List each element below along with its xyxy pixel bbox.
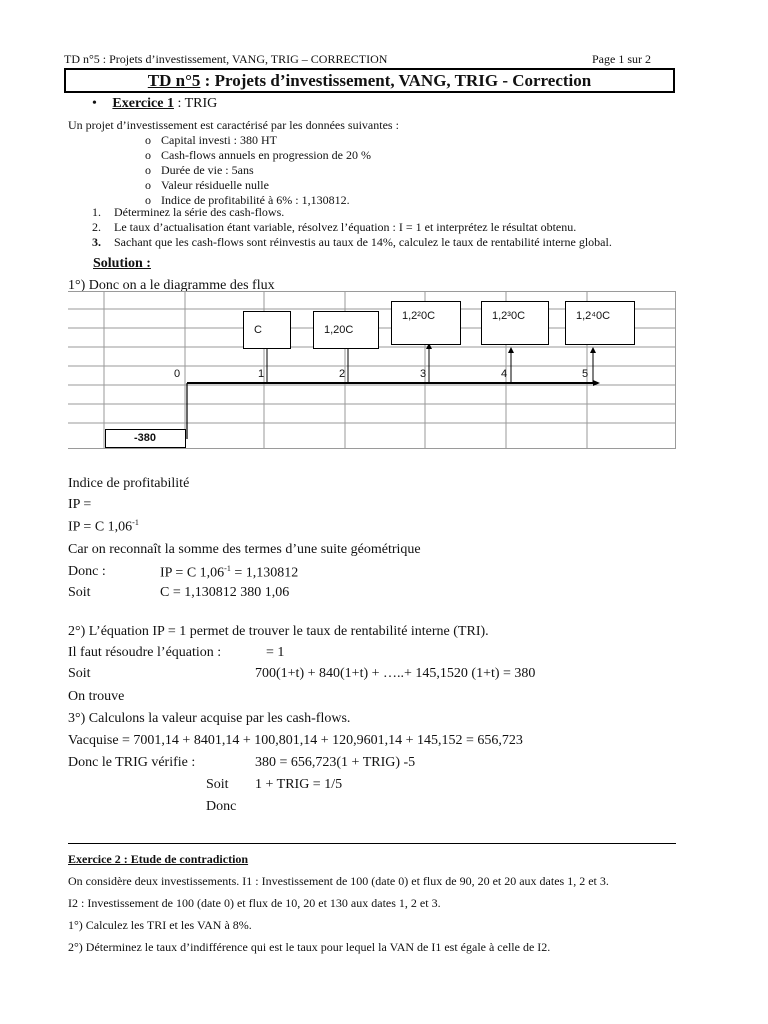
soit2-label: Soit xyxy=(68,666,91,681)
ex2-label: Exercice 2 : Etude de contradiction xyxy=(68,852,249,866)
ex2-q2: 2°) Déterminez le taux d’indifférence qui est le taux pour lequel la VAN de I1 est égale à celle de I2. xyxy=(68,940,551,954)
circle-bullet-icon: o xyxy=(145,163,151,177)
ex1-item xyxy=(145,133,277,148)
ex2-p1: On considère deux investissements. I1 : Investissement de 100 (date 0) et flux de 90, 20 et 20 aux dates 1, 2 et 3. xyxy=(68,874,609,888)
cash-flow-diagram xyxy=(68,291,676,449)
ip2-exp: -1 xyxy=(132,518,139,527)
ex1-item-text: Capital investi : 380 HT xyxy=(161,133,277,147)
flow-box-3: 1,2²0C xyxy=(391,301,461,345)
solution-label: Solution : xyxy=(93,256,151,271)
circle-bullet-icon: o xyxy=(145,148,151,162)
ex1-heading xyxy=(92,96,217,112)
soit-eq: C = 1,130812 380 1,06 xyxy=(160,585,290,600)
title-rest: : Projets d’investissement, VANG, TRIG - Correction xyxy=(200,71,592,90)
circle-bullet-icon: o xyxy=(145,193,151,207)
circle-bullet-icon: o xyxy=(145,133,151,147)
header-right: Page 1 sur 2 xyxy=(592,52,651,66)
ex1-item xyxy=(145,148,371,163)
flow-arrow-head-5 xyxy=(590,347,596,353)
donc-label: Donc : xyxy=(68,564,106,579)
ip-line-1: IP = xyxy=(68,497,92,512)
faut-label: Il faut résoudre l’équation : xyxy=(68,645,222,660)
question-text: Sachant que les cash-flows sont réinvestis au taux de 14%, calculez le taux de rentabilité interne global. xyxy=(114,235,612,249)
donc-eq-text: IP = C 1,06 xyxy=(160,565,225,581)
ip-title: Indice de profitabilité xyxy=(68,476,190,491)
flow-box-1: C xyxy=(243,311,291,349)
trig-eq: 380 = 656,723(1 + TRIG) -5 xyxy=(255,755,416,770)
tick-0: 0 xyxy=(174,368,181,380)
sol-1-text: 1°) Donc on a le diagramme des flux xyxy=(68,278,275,293)
invest-box: -380 xyxy=(105,429,186,448)
circle-bullet-icon: o xyxy=(145,178,151,192)
donc-eq xyxy=(160,564,298,582)
donc2-label: Donc xyxy=(206,799,237,814)
bullet: • xyxy=(92,96,97,111)
sol-3-text: 3°) Calculons la valeur acquise par les cash-flows. xyxy=(68,711,351,726)
soit3-label: Soit xyxy=(206,777,229,792)
faut-eq: = 1 xyxy=(266,645,285,660)
soit2-eq: 700(1+t) + 840(1+t) + …..+ 145,1520 (1+t) = 380 xyxy=(255,666,536,681)
tick-5: 5 xyxy=(582,368,589,380)
donc-exp: -1 xyxy=(224,564,231,573)
ex1-label: Exercice 1 xyxy=(112,96,174,111)
ex1-item-text: Cash-flows annuels en progression de 20 % xyxy=(161,148,371,162)
page-title xyxy=(64,68,675,93)
flow-box-2: 1,20C xyxy=(313,311,379,349)
question-number: 1. xyxy=(92,205,101,219)
tick-1: 1 xyxy=(258,368,265,380)
trig-label: Donc le TRIG vérifie : xyxy=(68,755,196,770)
flow-box-4: 1,2³0C xyxy=(481,301,549,345)
ex1-item-text: Durée de vie : 5ans xyxy=(161,163,254,177)
ex1-item xyxy=(145,178,269,193)
ex1-item-text: Valeur résiduelle nulle xyxy=(161,178,269,192)
ex1-question xyxy=(92,220,576,235)
vacq-eq: Vacquise = 7001,14 + 8401,14 + 100,801,14 + 120,9601,14 + 145,152 = 656,723 xyxy=(68,733,523,748)
question-text: Le taux d’actualisation étant variable, résolvez l’équation : I = 1 et interprétez le résultat obtenu. xyxy=(114,220,577,234)
tick-4: 4 xyxy=(501,368,508,380)
separator-line xyxy=(68,843,676,844)
ip2-text: IP = C 1,06 xyxy=(68,519,133,535)
ex2-q1: 1°) Calculez les TRI et les VAN à 8%. xyxy=(68,918,252,932)
ex1-rest: : TRIG xyxy=(173,96,218,111)
soit3-eq: 1 + TRIG = 1/5 xyxy=(255,777,343,792)
ex1-item-text: Indice de profitabilité à 6% : 1,130812. xyxy=(161,193,350,207)
header-left: TD n°5 : Projets d’investissement, VANG, TRIG – CORRECTION xyxy=(64,52,388,66)
ex1-question xyxy=(92,235,612,250)
flow-arrow-head-4 xyxy=(508,347,514,353)
flow-box-5: 1,2⁴0C xyxy=(565,301,635,345)
ip-line-2 xyxy=(68,518,139,536)
question-number: 3. xyxy=(92,235,101,249)
ex1-intro: Un projet d’investissement est caractérisé par les données suivantes : xyxy=(68,118,399,132)
sol-2-text: 2°) L’équation IP = 1 permet de trouver le taux de rentabilité interne (TRI). xyxy=(68,624,489,639)
ex2-p2: I2 : Investissement de 100 (date 0) et flux de 10, 20 et 130 aux dates 1, 2 et 3. xyxy=(68,896,441,910)
donc-tail: = 1,130812 xyxy=(230,565,299,581)
question-text: Déterminez la série des cash-flows. xyxy=(114,205,285,219)
tick-2: 2 xyxy=(339,368,346,380)
on-trouve: On trouve xyxy=(68,689,125,704)
title-prefix: TD n°5 xyxy=(147,71,201,90)
car-text: Car on reconnaît la somme des termes d’une suite géométrique xyxy=(68,542,421,557)
soit-label: Soit xyxy=(68,585,91,600)
ex1-item xyxy=(145,163,254,178)
tick-3: 3 xyxy=(420,368,427,380)
question-number: 2. xyxy=(92,220,101,234)
ex1-question xyxy=(92,205,284,220)
